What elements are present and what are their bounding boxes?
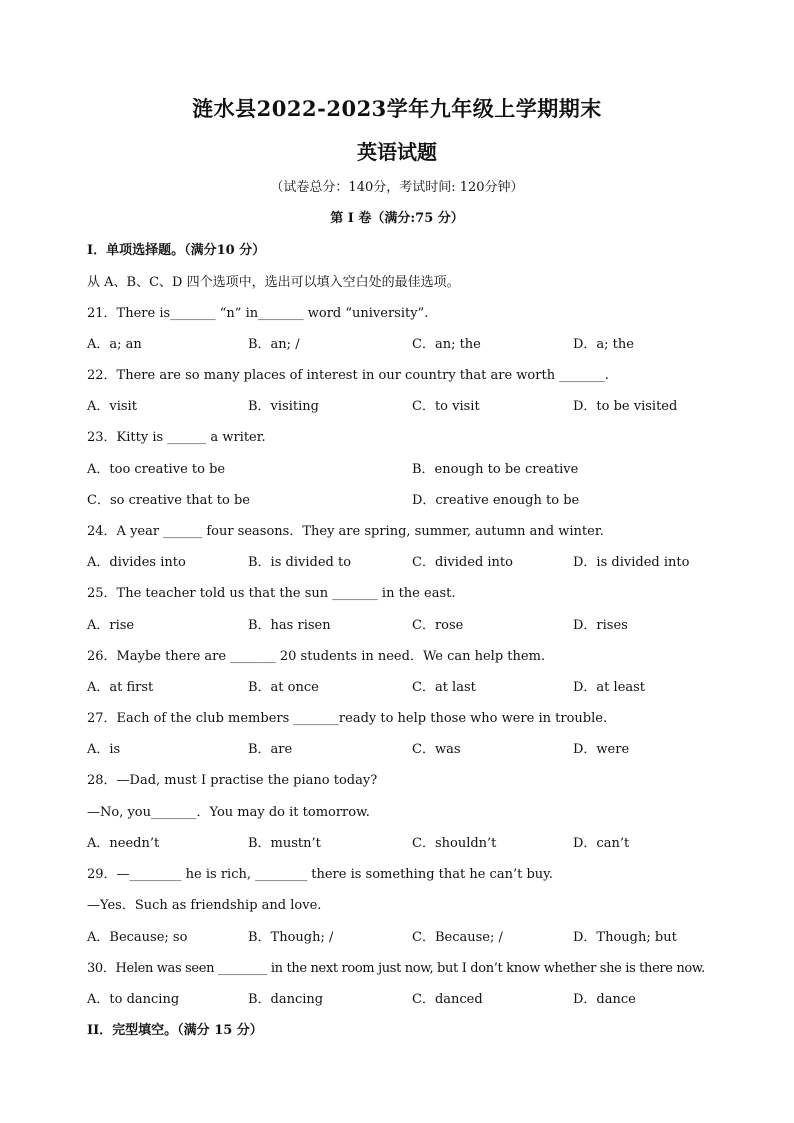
q28-option-c: C．shouldn’t xyxy=(412,836,497,851)
part-heading: 第 I 卷（满分:75 分） xyxy=(330,211,464,226)
q27-option-b: B．are xyxy=(248,742,293,757)
question-22-stem: 22．There are so many places of interest in our country that are worth _______. xyxy=(87,368,609,383)
q21-option-b: B．an; / xyxy=(248,337,300,352)
question-26-stem: 26．Maybe there are _______ 20 students in need．We can help them. xyxy=(87,649,546,664)
q22-option-b: B．visiting xyxy=(248,399,319,414)
section1-instruction: 从 A、B、C、D 四个选项中，选出可以填入空白处的最佳选项。 xyxy=(87,275,460,290)
q30-option-c: C．danced xyxy=(412,992,483,1007)
q25-option-c: C．rose xyxy=(412,618,464,633)
question-23-stem: 23．Kitty is ______ a writer. xyxy=(87,430,266,445)
q28-option-a: A．needn’t xyxy=(87,836,160,851)
q25-option-a: A．rise xyxy=(87,618,135,633)
q27-option-d: D．were xyxy=(573,742,630,757)
q25-option-b: B．has risen xyxy=(248,618,331,633)
exam-title: 涟水县2022-2023学年九年级上学期期末 xyxy=(192,96,602,121)
question-28-stem: 28．—Dad, must I practise the piano today? xyxy=(87,773,378,788)
question-29-stem: 29．—________ he is rich, ________ there is something that he can’t buy. xyxy=(87,867,553,882)
q24-option-a: A．divides into xyxy=(87,555,186,570)
q22-option-d: D．to be visited xyxy=(573,399,678,414)
q24-option-d: D．is divided into xyxy=(573,555,690,570)
question-27-stem: 27．Each of the club members _______ready to help those who were in trouble. xyxy=(87,711,608,726)
q24-option-c: C．divided into xyxy=(412,555,513,570)
q27-option-a: A．is xyxy=(87,742,121,757)
exam-note: （试卷总分：140分，考试时间: 120分钟） xyxy=(270,180,524,195)
q22-option-a: A．visit xyxy=(87,399,137,414)
question-29-reply: —Yes．Such as friendship and love. xyxy=(87,898,322,913)
question-28-reply: —No, you_______．You may do it tomorrow. xyxy=(87,805,370,820)
q28-option-b: B．mustn’t xyxy=(248,836,321,851)
q30-option-b: B．dancing xyxy=(248,992,324,1007)
q23-option-b: B．enough to be creative xyxy=(412,462,579,477)
question-30-stem: 30．Helen was seen ________ in the next room just now, but I don’t know whether she is there now. xyxy=(87,961,705,976)
question-24-stem: 24．A year ______ four seasons．They are spring, summer, autumn and winter. xyxy=(87,524,604,539)
q28-option-d: D．can’t xyxy=(573,836,630,851)
q29-option-b: B．Though; / xyxy=(248,930,334,945)
q24-option-b: B．is divided to xyxy=(248,555,352,570)
q29-option-c: C．Because; / xyxy=(412,930,503,945)
q27-option-c: C．was xyxy=(412,742,461,757)
exam-subtitle: 英语试题 xyxy=(357,140,437,164)
section1-heading: I．单项选择题。（满分10 分） xyxy=(87,243,266,258)
q26-option-b: B．at once xyxy=(248,680,319,695)
question-21-stem: 21．There is_______ “n” in_______ word “university”. xyxy=(87,306,429,321)
q21-option-d: D．a; the xyxy=(573,337,634,352)
q26-option-c: C．at last xyxy=(412,680,476,695)
q21-option-c: C．an; the xyxy=(412,337,481,352)
q26-option-d: D．at least xyxy=(573,680,646,695)
q29-option-a: A．Because; so xyxy=(87,930,188,945)
q23-option-d: D．creative enough to be xyxy=(412,493,580,508)
q29-option-d: D．Though; but xyxy=(573,930,677,945)
q30-option-a: A．to dancing xyxy=(87,992,180,1007)
section2-heading: II．完型填空。（满分 15 分） xyxy=(87,1023,263,1038)
q25-option-d: D．rises xyxy=(573,618,628,633)
q26-option-a: A．at first xyxy=(87,680,154,695)
q21-option-a: A．a; an xyxy=(87,337,142,352)
q23-option-a: A．too creative to be xyxy=(87,462,226,477)
q22-option-c: C．to visit xyxy=(412,399,480,414)
question-25-stem: 25．The teacher told us that the sun _______ in the east. xyxy=(87,586,456,601)
q23-option-c: C．so creative that to be xyxy=(87,493,250,508)
q30-option-d: D．dance xyxy=(573,992,636,1007)
